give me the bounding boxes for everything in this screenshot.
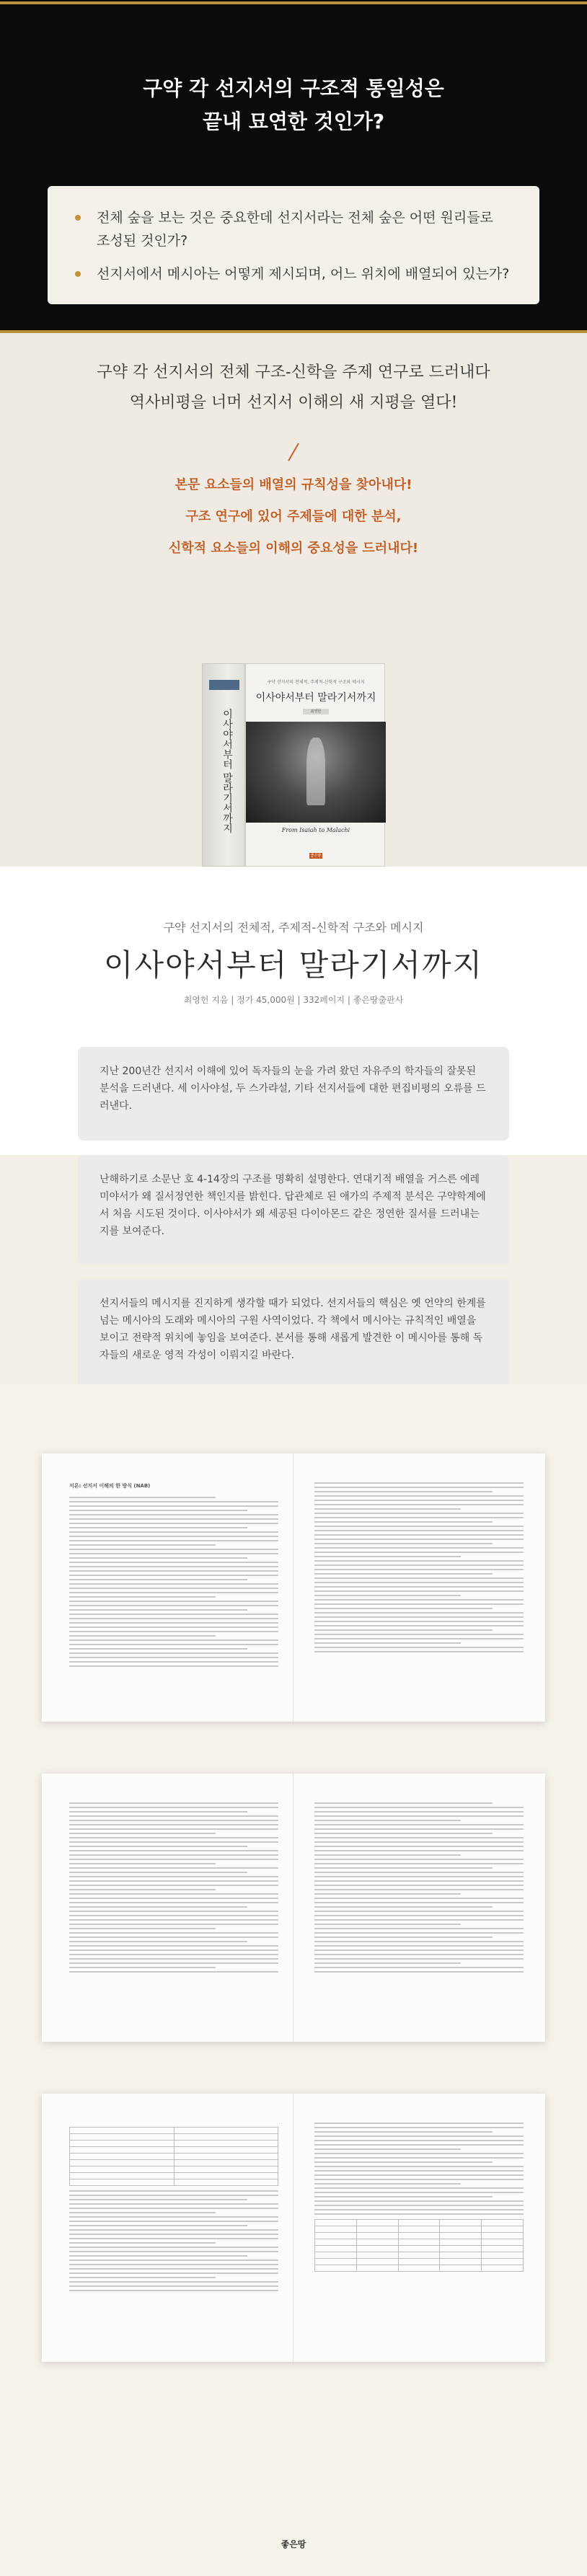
book-tagline: 구약 선지서의 전체적, 주제적-신학적 구조와 메시지 bbox=[163, 921, 424, 934]
book-front-cover bbox=[245, 663, 385, 867]
bullet-dot-icon bbox=[75, 215, 81, 221]
highlight-line-1: 본문 요소들의 배열의 규칙성을 찾아내다! bbox=[175, 477, 412, 492]
slash-divider-icon bbox=[286, 444, 301, 460]
sample-pages-section bbox=[0, 1384, 587, 2576]
sample-table bbox=[69, 2127, 278, 2186]
question-text: 전체 숲을 보는 것은 중요한데 선지서라는 전체 숲은 어떤 원리들로 조성된 것인가? bbox=[97, 210, 493, 249]
book-title: 이사야서부터 말라기서까지 bbox=[103, 947, 484, 983]
book-meta: 최영헌 지음 | 정가 45,000원 | 332페이지 | 좋은땅출판사 bbox=[183, 995, 404, 1005]
hero-headline-line1: 구약 각 선지서의 구조적 통일성은 bbox=[143, 76, 444, 100]
hero-section bbox=[0, 0, 587, 333]
prophet-figure-illustration bbox=[306, 738, 325, 805]
sample-table bbox=[314, 2219, 524, 2272]
description-box-3 bbox=[78, 1279, 509, 1389]
sample-page-right bbox=[314, 2123, 524, 2339]
question-item bbox=[75, 206, 511, 252]
spine-badge bbox=[209, 680, 239, 690]
question-box bbox=[48, 186, 539, 304]
cover-english-title: From Isaiah to Malachi bbox=[281, 827, 350, 833]
sample-spread-3 bbox=[42, 2094, 545, 2362]
page-heading: 서론: 선지서 이해의 한 방식 (NAB) bbox=[69, 1483, 151, 1489]
description-text: 난해하기로 소문난 호 4-14장의 구조를 명확히 설명한다. 연대기적 배열을 거스른 에레미야서가 왜 질서정연한 책인지를 밝힌다. 답관체로 된 애가의 주제적 분석은 구약학계에서 처음 시도된 것이다. 이사야서가 왜 세공된 다이아몬드 같은 정연한 질서를 드러내는지를 보여준다. bbox=[100, 1174, 486, 1237]
bullet-dot-icon bbox=[75, 271, 81, 277]
spine-title: 이사야서부터 말라기서까지 bbox=[221, 709, 233, 833]
book-cover-image bbox=[202, 663, 385, 867]
intro-line-1: 구약 각 선지서의 전체 구조-신학을 주제 연구로 드러내다 bbox=[97, 363, 490, 381]
highlight-line-3: 신학적 요소들의 이해의 중요성을 드러내다! bbox=[168, 541, 419, 556]
question-item bbox=[75, 262, 511, 286]
hero-headline bbox=[0, 72, 587, 138]
intro-line-2: 역사비평을 너머 선지서 이해의 새 지평을 열다! bbox=[129, 394, 458, 412]
sample-page-left bbox=[69, 2123, 278, 2339]
sample-page-left bbox=[69, 1802, 278, 2019]
sample-page-right bbox=[314, 1802, 524, 2019]
sample-page-left bbox=[69, 1482, 278, 1699]
description-text: 지난 200년간 선지서 이해에 있어 독자들의 눈을 가려 왔던 자유주의 학자들의 잘못된 분석을 드러낸다. 세 이사야설, 두 스가랴설, 기타 선지서들에 대한 편집비평의 오류를 드러낸다. bbox=[100, 1066, 486, 1112]
highlight-line-2: 구조 연구에 있어 주제들에 대한 분석, bbox=[185, 509, 402, 524]
hero-headline-line2: 끝내 묘연한 것인가? bbox=[202, 110, 385, 133]
publisher-footer-logo: 좋은땅 bbox=[281, 2539, 306, 2549]
description-box-2 bbox=[78, 1155, 509, 1265]
cover-title: 이사야서부터 말라기서까지 bbox=[255, 692, 376, 704]
sample-spread-1 bbox=[42, 1453, 545, 1722]
sample-page-right bbox=[314, 1482, 524, 1699]
book-spine bbox=[202, 663, 245, 867]
gold-rule-top bbox=[0, 1, 587, 4]
cover-artwork bbox=[246, 722, 386, 823]
question-text: 선지서에서 메시아는 어떻게 제시되며, 어느 위치에 배열되어 있는가? bbox=[97, 266, 510, 282]
cover-kicker: 구약 선지서의 전체적, 주제적-신학적 구조와 메시지 bbox=[267, 680, 365, 685]
description-text: 선지서들의 메시지를 진지하게 생각할 때가 되었다. 선지서들의 핵심은 옛 언약의 한계를 넘는 메시아의 도래와 메시아의 구원 사역이었다. 각 책에서 메시아는 규칙적인 배열을 보이고 전략적 위치에 놓임을 보여준다. 본서를 통해 새롭게 발견한 이 메시아를 통해 독자들의 새로운 영적 각성이 이뤄지길 바란다. bbox=[100, 1298, 486, 1361]
description-box-1 bbox=[78, 1047, 509, 1141]
publisher-logo: 좋은땅 bbox=[310, 854, 322, 858]
sample-spread-2 bbox=[42, 1774, 545, 2042]
cover-author: 최영헌 bbox=[303, 709, 329, 714]
